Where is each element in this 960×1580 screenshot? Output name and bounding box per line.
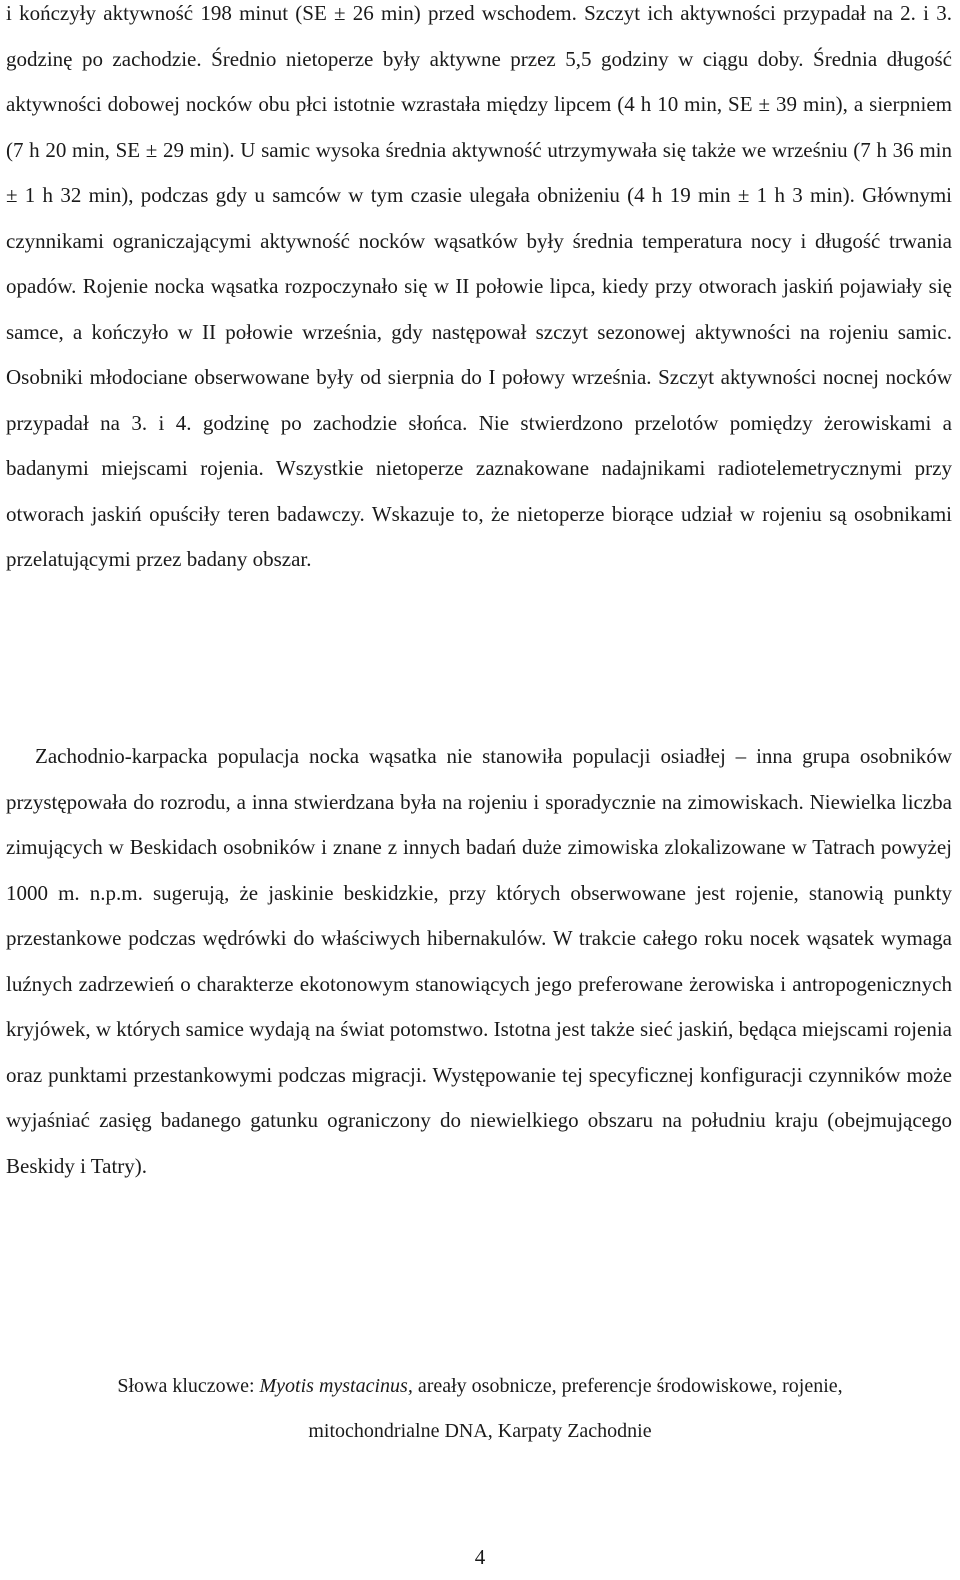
keywords-block — [0, 1364, 960, 1454]
keywords-label: Słowa kluczowe: — [117, 1375, 255, 1397]
paragraph-population-conclusions: Zachodnio-karpacka populacja nocka wąsatka nie stanowiła populacji osiadłej – inna grupa osobników przystępowała do rozrodu, a inna stwierdzana była na rojeniu i sporadycznie na zimowiskach. Niewielka liczba zimujących w Beskidach osobników i znane z innych badań duże zimowiska zlokalizowane w Tatrach powyżej 1000 m. n.p.m. sugerują, że jaskinie beskidzkie, przy których obserwowane jest rojenie, stanowią punkty przestankowe podczas wędrówki do właściwych hibernakulów. W trakcie całego roku nocek wąsatek wymaga luźnych zadrzewień o charakterze ekotonowym stanowiących jego preferowane żerowiska i antropogenicznych kryjówek, w których samice wydają na świat potomstwo. Istotna jest także sieć jaskiń, będąca miejscami rojenia oraz punktami przestankowymi podczas migracji. Występowanie tej specyficznej konfiguracji czynników może wyjaśniać zasięg badanego gatunku ograniczony do niewielkiego obszaru na południu kraju (obejmującego Beskidy i Tatry). — [6, 744, 952, 1178]
keywords-line-2: mitochondrialne DNA, Karpaty Zachodnie — [308, 1420, 652, 1442]
page-number: 4 — [474, 1545, 486, 1569]
keywords-list-part-1: areały osobnicze, preferencje środowiskowe, rojenie, — [417, 1375, 843, 1397]
paragraph-activity-results: i kończyły aktywność 198 minut (SE ± 26 min) przed wschodem. Szczyt ich aktywności przypadał na 2. i 3. godzinę po zachodzie. Średnio nietoperze były aktywne przez 5,5 godziny w ciągu doby. Średnia długość aktywności dobowej nocków obu płci istotnie wzrastała między lipcem (4 h 10 min, SE ± 39 min), a sierpniem (7 h 20 min, SE ± 29 min). U samic wysoka średnia aktywność utrzymywała się także we wrześniu (7 h 36 min ± 1 h 32 min), podczas gdy u samców w tym czasie ulegała obniżeniu (4 h 19 min ± 1 h 3 min). Głównymi czynnikami ograniczającymi aktywność nocków wąsatków były średnia temperatura nocy i długość trwania opadów. Rojenie nocka wąsatka rozpoczynało się w II połowie lipca, kiedy przy otworach jaskiń pojawiały się samce, a kończyło w II połowie września, gdy następował szczyt sezonowej aktywności na rojeniu samic. Osobniki młodociane obserwowane były od sierpnia do I połowy września. Szczyt aktywności nocnej nocków przypadał na 3. i 4. godzinę po zachodzie słońca. Nie stwierdzono przelotów pomiędzy żerowiskami a badanymi miejscami rojenia. Wszystkie nietoperze zaznakowane nadajnikami radiotelemetrycznymi przy otworach jaskiń opuściły teren badawczy. Wskazuje to, że nietoperze biorące udział w rojeniu są osobnikami przelatującymi przez badany obszar. — [6, 1, 952, 571]
keywords-species-name: Myotis mystacinus, — [259, 1375, 413, 1397]
keywords-line-1 — [0, 1364, 960, 1409]
